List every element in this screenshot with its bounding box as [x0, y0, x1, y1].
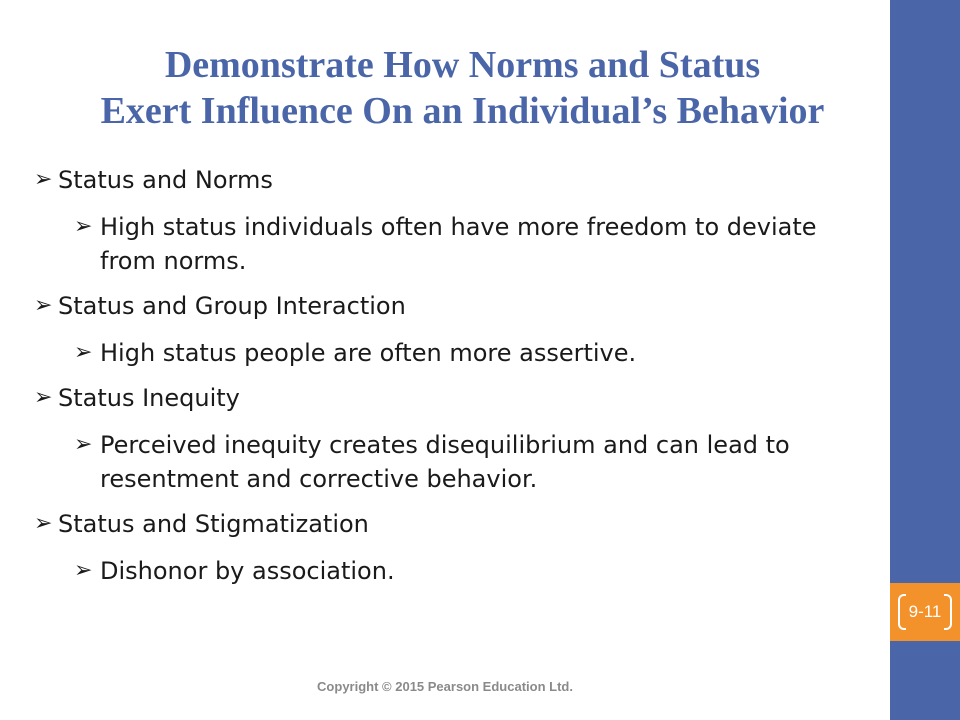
bullet-item — [34, 290, 864, 322]
slide-title-line1: Demonstrate How Norms and Status — [164, 44, 761, 86]
arrowhead-bullet-icon: ➢ — [74, 432, 93, 457]
bullet-label: Status and Norms — [58, 166, 273, 194]
bullet-label: Status Inequity — [58, 384, 240, 412]
sub-bullet-text: High status people are often more assertive. — [100, 339, 637, 367]
bullet-item — [34, 164, 864, 196]
arrowhead-bullet-icon: ➢ — [34, 385, 53, 410]
sub-bullet-item — [34, 336, 864, 370]
sub-bullet-item — [34, 210, 864, 278]
sub-bullet-text: Dishonor by association. — [100, 557, 395, 585]
slide-title — [40, 42, 885, 134]
arrowhead-bullet-icon: ➢ — [34, 293, 53, 318]
arrowhead-bullet-icon: ➢ — [74, 340, 93, 365]
page-number-badge — [890, 583, 960, 641]
bullet-item — [34, 382, 864, 414]
sub-bullet-item — [34, 428, 864, 496]
bullet-list — [34, 160, 864, 588]
arrowhead-bullet-icon: ➢ — [74, 214, 93, 239]
sub-bullet-item — [34, 554, 864, 588]
sub-bullet-text: High status individuals often have more freedom to deviate from norms. — [100, 213, 817, 275]
bullet-label: Status and Group Interaction — [58, 292, 406, 320]
copyright-footer: Copyright © 2015 Pearson Education Ltd. — [317, 679, 573, 694]
bullet-label: Status and Stigmatization — [58, 510, 369, 538]
arrowhead-bullet-icon: ➢ — [74, 558, 93, 583]
page-number: 9-11 — [900, 598, 951, 626]
slide-title-line2: Exert Influence On an Individual’s Behavior — [100, 90, 825, 132]
bullet-item — [34, 508, 864, 540]
arrowhead-bullet-icon: ➢ — [34, 511, 53, 536]
sub-bullet-text: Perceived inequity creates disequilibrium and can lead to resentment and corrective behavior. — [100, 431, 790, 493]
arrowhead-bullet-icon: ➢ — [34, 167, 53, 192]
